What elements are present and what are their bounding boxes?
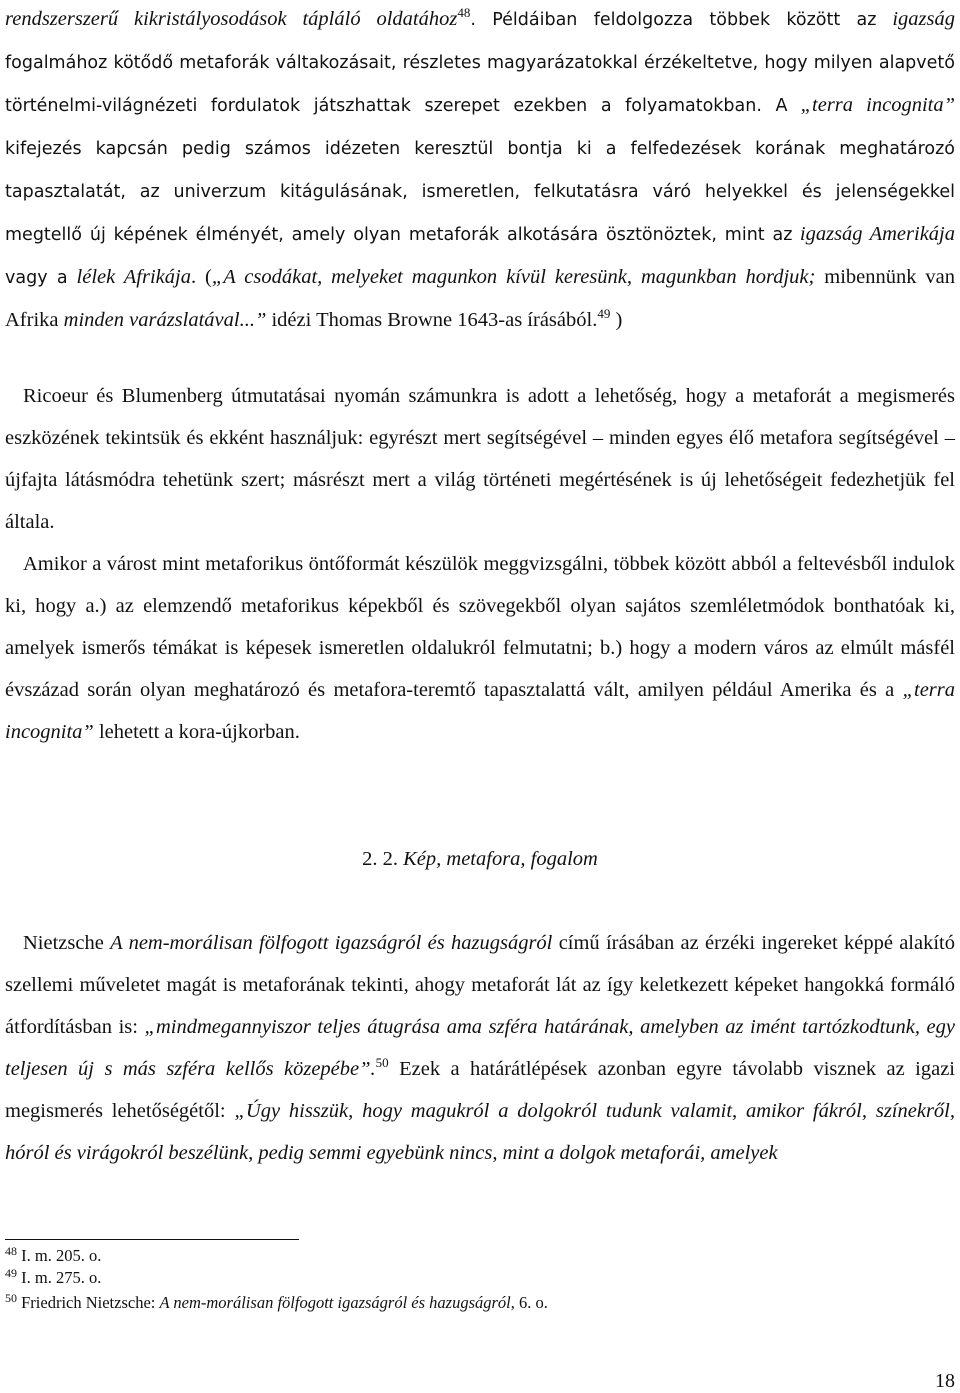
text-span: idézi Thomas Browne 1643-as írásából. bbox=[271, 309, 598, 331]
text-span: vagy a bbox=[5, 268, 68, 288]
footnote-number: 50 bbox=[5, 1291, 17, 1305]
text-span: „terra incognita” bbox=[5, 679, 955, 743]
footnote-text: I. m. 205. o. bbox=[21, 1246, 102, 1265]
footnote-ref-50[interactable]: 50 bbox=[375, 1055, 389, 1070]
footnote-49 bbox=[5, 1267, 101, 1289]
section-heading bbox=[5, 838, 955, 880]
paragraph-4 bbox=[5, 922, 955, 1174]
section-title: Kép, metafora, fogalom bbox=[403, 848, 598, 870]
footnote-number: 49 bbox=[5, 1266, 17, 1280]
page-number: 18 bbox=[935, 1370, 955, 1392]
text-span: „terra incognita” bbox=[800, 94, 956, 116]
text-span: rendszerszerű kikristályosodások tápláló oldatához bbox=[5, 8, 458, 30]
text-span: igazság bbox=[892, 8, 956, 30]
text-span: . ( bbox=[190, 266, 212, 288]
text-span: mibennünk van Afrika bbox=[5, 266, 955, 331]
footnote-50 bbox=[5, 1292, 548, 1314]
text-span: „A csodákat, melyeket magunkon kívül keresünk, magunkban hordjuk; bbox=[211, 266, 816, 288]
footnote-text: I. m. 275. o. bbox=[21, 1268, 102, 1287]
text-span: Nietzsche bbox=[23, 932, 104, 954]
text-span: igazság Amerikája bbox=[799, 223, 955, 245]
footnote-title: A nem-morálisan fölfogott igazságról és hazugságról bbox=[159, 1293, 511, 1312]
footnote-48 bbox=[5, 1245, 101, 1267]
footnote-ref-49[interactable]: 49 bbox=[597, 306, 611, 321]
text-span: Ricoeur és Blumenberg útmutatásai nyomán számunkra is adott a lehetőség, hogy a metaforát a megismerés eszközének tekintsük és ekként használjuk: egyrészt mert segítségével – minden egyes élő metafora segítségével – újfajta látásmódra tehetünk szert; másrészt mert a világ történeti megértésének is új lehetőségeit fedezhetjük fel általa. bbox=[5, 385, 955, 533]
text-span: kifejezés kapcsán pedig számos idézeten keresztül bontja ki a felfedezések korának meghatározó tapasztalatát, az univerzum kitágulásának, ismeretlen, felkutatásra váró helyekkel és jelenségekkel megtellő új képének élményét, amely olyan metaforák alkotására ösztönöztek, mint az bbox=[5, 139, 955, 245]
text-span: Amikor a várost mint metaforikus öntőformát készülök meggvizsgálni, többek között abból a feltevésből indulok ki, hogy a.) az elemzendő metaforikus képekből és szövegekből olyan sajátos szemléletmódok bonthatóak ki, amelyek ismerős témákat is képesek ismeretlen oldalukról felmutatni; b.) hogy a modern város az elmúlt másfél évszázad során olyan meghatározó és metafora-teremtő tapasztalattá vált, amilyen például Amerika és a bbox=[5, 553, 955, 701]
text-span: minden varázslatával...” bbox=[63, 309, 267, 331]
footnote-text: Friedrich Nietzsche: bbox=[21, 1293, 156, 1312]
text-span: „mindmegannyiszor teljes átugrása ama szféra határának, amelyben az imént tartózkodtunk, egy teljesen új s más szféra kellős közepébe”. bbox=[5, 1016, 956, 1080]
footnote-separator bbox=[5, 1239, 299, 1240]
paragraph-2 bbox=[5, 375, 955, 543]
text-span: A nem-morálisan fölfogott igazságról és hazugságról bbox=[110, 932, 553, 954]
paragraph-1 bbox=[5, 0, 955, 341]
text-span: Ezek a határátlépések azonban egyre távolabb visznek az igazi megismerés lehetőségétől: bbox=[5, 1058, 956, 1122]
text-span: lehetett a kora-újkorban. bbox=[98, 721, 300, 743]
text-span: „Úgy hisszük, hogy magukról a dolgokról tudunk valamit, amikor fákról, színekről, hóról és virágokról beszélünk, pedig semmi egyebünk nincs, mint a dolgok metaforái, amelyek bbox=[5, 1100, 956, 1164]
footnote-text: , 6. o. bbox=[510, 1293, 548, 1312]
text-span: . Példáiban feldolgozza többek között az bbox=[470, 10, 877, 30]
text-span: ) bbox=[615, 309, 623, 331]
text-span: fogalmához kötődő metaforák váltakozásait, részletes magyarázatokkal érzékeltetve, hogy milyen alapvető történelmi-világnézeti fordulatok játszhattak szerepet ezekben a folyamatokban. A bbox=[5, 53, 955, 116]
section-number: 2. 2. bbox=[362, 848, 398, 870]
text-span: lélek Afrikája bbox=[76, 266, 191, 288]
footnote-number: 48 bbox=[5, 1244, 17, 1258]
text-span: című írásában az érzéki ingereket képpé alakító szellemi műveletet magát is metaforának tekinti, ahogy metaforát lát az így keletkezett képeket hangokká formáló átfordításban is: bbox=[5, 932, 955, 1038]
paragraph-3 bbox=[5, 543, 955, 753]
footnote-ref-48[interactable]: 48 bbox=[457, 5, 471, 20]
